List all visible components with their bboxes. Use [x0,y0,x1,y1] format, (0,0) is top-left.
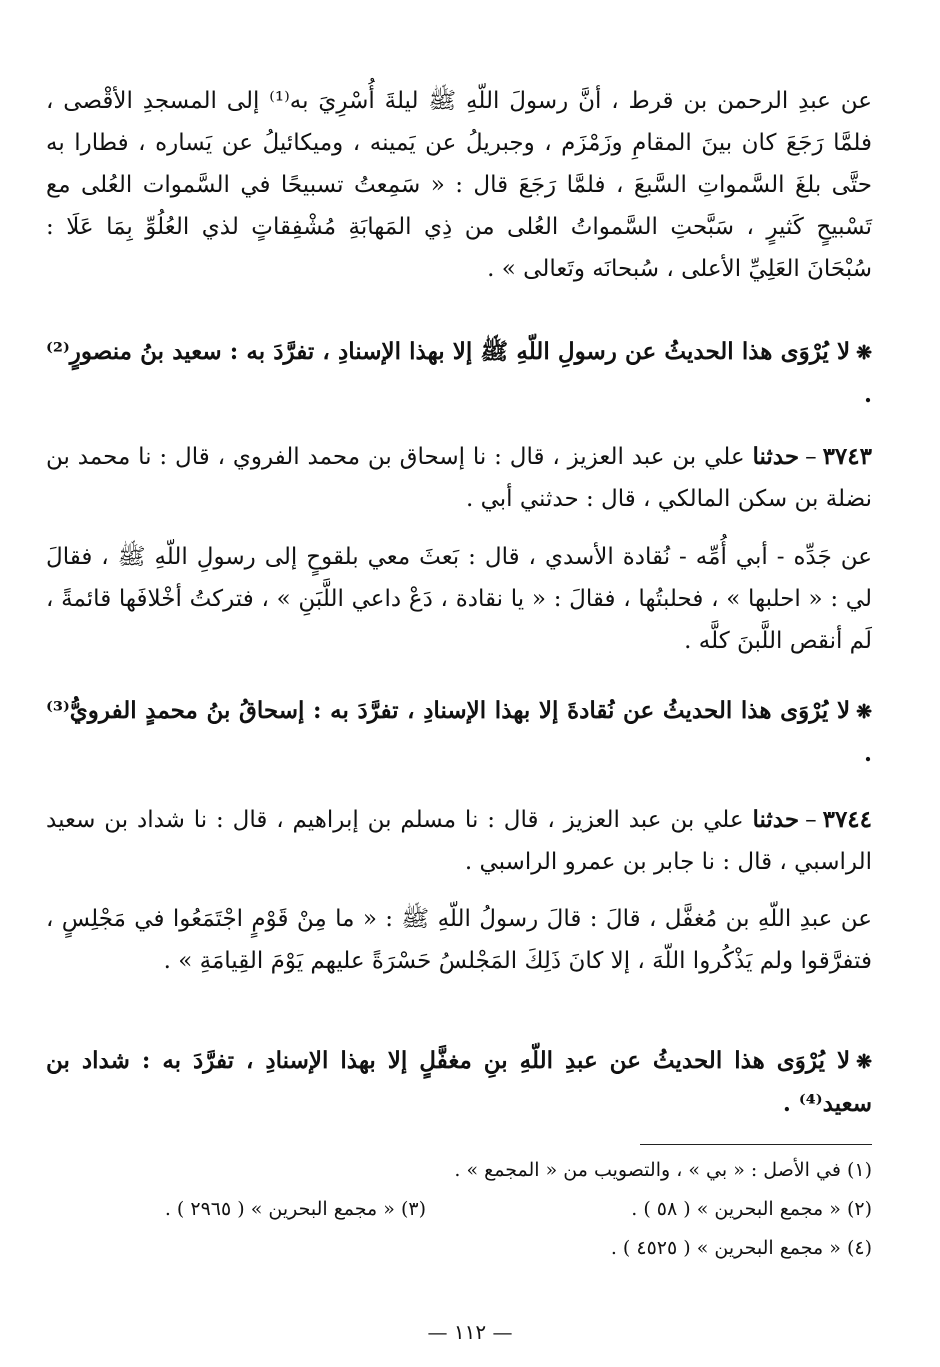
isnad-text: علي بن عبد العزيز ، قال : نا مسلم بن إبراهيم ، قال : نا شداد بن سعيد الراسبي ، قال : نا جابر بن عمرو الراسبي . [46,807,872,875]
narration-note [46,690,872,775]
note-text: لا يُرْوَى هذا الحديثُ عن عبدِ اللّهِ بنِ مغفَّلٍ إلا بهذا الإسنادِ ، تفرَّدَ به : شداد بن سعيد⁽⁴⁾ . [46,1047,872,1117]
dash: – [805,444,817,470]
star-ornament-icon: ❋ [856,1051,872,1073]
dash: – [805,807,817,833]
narration-note [46,1040,872,1125]
hadith-text: عن عبدِ الرحمن بن قرط ، أنَّ رسولَ اللّهِ ﷺ ليلةَ أُسْرِيَ به⁽¹⁾ إلى المسجدِ الأقْصى ، فلمَّا رَجَعَ كان بينَ المقامِ وزَمْزَم ، وجبريلُ عن يَمينه ، وميكائيلُ عن يَساره ، فطارا به حتَّى بلغَ السَّمواتِ السَّبعَ ، فلمَّا رَجَعَ قال : « سَمِعتُ تسبيحًا في السَّموات العُلى مع تَسْبيحٍ كَثيرٍ ، سَبَّحتِ السَّمواتُ العُلى من ذِي المَهابَةِ مُشْفِقاتٍ لذي العُلُوِّ بِمَا عَلَا : سُبْحَانَ العَلِيِّ الأعلى ، سُبحانَه وتَعالى » . [46,88,872,282]
isnad-text: علي بن عبد العزيز ، قال : نا إسحاق بن محمد الفروي ، قال : نا محمد بن نضلة بن سكن المالكي ، قال : حدثني أبي . [46,444,872,512]
footnote-3: (٣) « مجمع البحرين » ( ٢٩٦٥ ) . [164,1198,426,1220]
star-ornament-icon: ❋ [856,701,872,723]
hadith-number: ٣٧٤٤ [822,806,873,833]
narration-note [46,331,872,416]
narration-lead: حدثنا [752,806,800,833]
footnote-separator [640,1144,872,1145]
hadith-entry [46,436,872,520]
hadith-text-paragraph [46,536,872,662]
hadith-text: عن عبدِ اللّهِ بن مُغفَّل ، قالَ : قالَ رسولُ اللّهِ ﷺ : « ما مِنْ قَوْمٍ اجْتَمَعُوا في مَجْلِسٍ ، فتفرَّقوا ولم يَذْكُروا اللّهَ ، إلا كانَ ذَلِكَ المَجْلسُ حَسْرَةً عليهم يَوْمَ القِيامَةِ » . [46,906,872,974]
footnote-1: (١) في الأصل : « بي » ، والتصويب من « المجمع » . [454,1159,872,1181]
footnote-4: (٤) « مجمع البحرين » ( ٤٥٢٥ ) . [610,1237,872,1259]
note-text: لا يُرْوَى هذا الحديثُ عن نُقادةَ إلا بهذا الإسنادِ ، تفرَّدَ به : إسحاقُ بنُ محمدٍ الفرويُّ⁽³⁾ . [46,697,872,767]
note-text: لا يُرْوَى هذا الحديثُ عن رسولِ اللّهِ ﷺ إلا بهذا الإسنادِ ، تفرَّدَ به : سعيد بنُ منصورٍ⁽²⁾ . [46,338,872,408]
hadith-text-paragraph [46,898,872,982]
hadith-text-paragraph [46,80,872,290]
hadith-text: عن جَدِّه - أبي أُمِّه - نُقادة الأسدي ، قال : بَعثَ معي بلقوحٍ إلى رسولِ اللّهِ ﷺ ، فقالَ لي : « احلبها » ، فحلبتُها ، فقالَ : « يا نقادة ، دَعْ داعي اللَّبَنِ » ، فتركتُ أخْلافَها قائمةً ، لَم أنقص اللَّبنَ كلَّه . [46,544,872,654]
footnote-2: (٢) « مجمع البحرين » ( ٥٨ ) . [631,1198,872,1220]
narration-lead: حدثنا [752,443,800,470]
hadith-number: ٣٧٤٣ [822,443,872,470]
page-number: — ١١٢ — [427,1320,513,1344]
hadith-entry [46,799,872,883]
star-ornament-icon: ❋ [856,342,872,364]
